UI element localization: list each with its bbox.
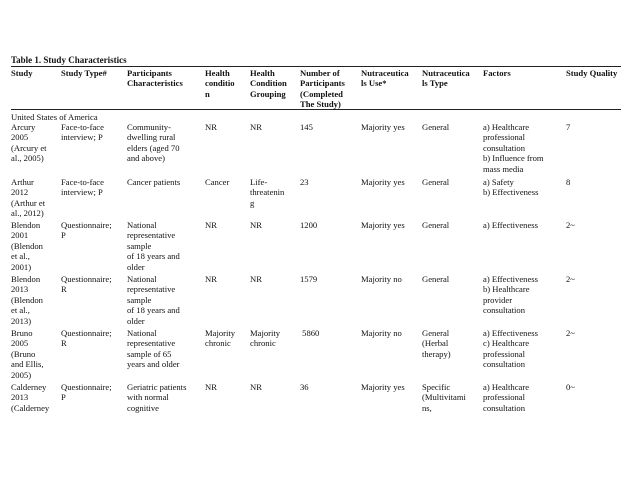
- cell-study: [11, 220, 43, 272]
- cell-health-condition: [205, 177, 229, 187]
- cell-line: Majority yes: [361, 122, 405, 132]
- cell-line: (Calderney: [11, 402, 50, 413]
- cell-line: General: [422, 122, 450, 132]
- cell-participants: [127, 220, 180, 272]
- cell-factors: [483, 220, 538, 230]
- cell-line: Face-to-face: [61, 177, 104, 187]
- cell-line: representative: [127, 230, 176, 241]
- cell-line: Life-: [250, 177, 268, 187]
- cell-quality: [566, 177, 570, 187]
- cell-line: a) Effectiveness: [483, 328, 538, 338]
- header-line: Study Type#: [61, 68, 107, 78]
- cell-line: professional: [483, 392, 526, 403]
- cell-line: years and older: [127, 359, 180, 370]
- cell-line: Majority yes: [361, 220, 405, 230]
- cell-line: older: [127, 261, 145, 272]
- cell-line: b) Influence from: [483, 153, 544, 164]
- header-line: Study: [11, 68, 33, 78]
- header-line: Factors: [483, 68, 511, 78]
- cell-health-grouping: [250, 328, 280, 349]
- header-factors: [483, 68, 511, 78]
- cell-quality: [566, 220, 575, 230]
- cell-study-type: [61, 220, 112, 241]
- cell-line: a) Healthcare: [483, 382, 530, 392]
- cell-line: 2~: [566, 274, 575, 284]
- cell-line: 2012: [11, 187, 29, 198]
- cell-line: 2001: [11, 230, 29, 241]
- cell-number: [300, 220, 317, 230]
- cell-line: 2005): [11, 369, 32, 380]
- header-line: ls Type: [422, 78, 448, 89]
- cell-nutra-type: [422, 328, 451, 359]
- cell-nutra-use: [361, 274, 402, 284]
- cell-line: General: [422, 274, 450, 284]
- cell-nutra-type: [422, 382, 466, 413]
- cell-factors: [483, 122, 544, 174]
- cell-study: [11, 274, 43, 326]
- cell-line: Majority yes: [361, 382, 405, 392]
- header-line: Condition: [250, 78, 287, 89]
- cell-line: mass media: [483, 163, 524, 174]
- cell-line: chronic: [205, 338, 231, 349]
- cell-line: provider: [483, 294, 513, 305]
- cell-health-condition: [205, 122, 217, 132]
- cell-nutra-use: [361, 382, 405, 392]
- cell-line: 2~: [566, 220, 575, 230]
- cell-line: P: [61, 392, 66, 403]
- cell-line: et al.,: [11, 251, 30, 262]
- cell-factors: [483, 382, 529, 413]
- cell-line: a) Effectiveness: [483, 274, 538, 284]
- cell-line: Majority: [250, 328, 281, 338]
- cell-nutra-type: [422, 122, 449, 132]
- cell-line: Arcury: [11, 122, 36, 132]
- cell-health-condition: [205, 382, 217, 392]
- cell-health-condition: [205, 220, 217, 230]
- cell-health-grouping: [250, 382, 262, 392]
- header-line: (Completed: [300, 88, 343, 99]
- cell-line: General: [422, 328, 450, 338]
- cell-line: 0~: [566, 382, 575, 392]
- cell-study: [11, 177, 45, 219]
- cell-line: and Ellis,: [11, 359, 44, 370]
- cell-line: 2~: [566, 328, 575, 338]
- cell-study: [11, 382, 49, 413]
- cell-line: (Multivitami: [422, 392, 466, 403]
- cell-participants: [127, 122, 180, 164]
- cell-line: Calderney: [11, 382, 47, 392]
- cell-line: g: [250, 197, 255, 208]
- cell-study-type: [61, 382, 112, 403]
- cell-line: 2001): [11, 261, 32, 272]
- cell-line: Majority no: [361, 274, 402, 284]
- header-health-grouping: [250, 68, 287, 99]
- cell-line: 8: [566, 177, 571, 187]
- cell-study: [11, 328, 43, 380]
- cell-line: National: [127, 328, 157, 338]
- cell-line: 2013: [11, 392, 29, 403]
- cell-line: consultation: [483, 359, 526, 370]
- cell-line: ns,: [422, 402, 432, 413]
- cell-number: [300, 328, 319, 338]
- cell-factors: [483, 328, 538, 370]
- cell-line: with normal: [127, 392, 169, 403]
- cell-line: (Bruno: [11, 348, 36, 359]
- cell-quality: [566, 122, 570, 132]
- cell-quality: [566, 328, 575, 338]
- cell-participants: [127, 382, 186, 413]
- header-nutra-use: [361, 68, 409, 89]
- cell-line: dwelling rural: [127, 132, 176, 143]
- cell-line: interview; P: [61, 132, 103, 143]
- cell-line: Cancer: [205, 177, 230, 187]
- header-line: Nutraceutica: [361, 68, 409, 78]
- header-line: Health: [250, 68, 275, 78]
- cell-line: et al.,: [11, 305, 30, 316]
- cell-quality: [566, 274, 575, 284]
- cell-line: Questionnaire;: [61, 274, 112, 284]
- cell-line: Questionnaire;: [61, 328, 112, 338]
- cell-line: Questionnaire;: [61, 220, 112, 230]
- cell-line: P: [61, 230, 66, 241]
- cell-line: al., 2012): [11, 208, 44, 219]
- cell-study: [11, 122, 47, 164]
- cell-line: (Arcury et: [11, 142, 47, 153]
- cell-nutra-type: [422, 177, 449, 187]
- cell-line: Bruno: [11, 328, 33, 338]
- cell-line: 23: [300, 177, 309, 187]
- table-top-rule: [11, 66, 621, 67]
- cell-study-type: [61, 328, 112, 349]
- cell-line: 2013: [11, 284, 29, 295]
- header-line: Number of: [300, 68, 340, 78]
- cell-line: (Blendon: [11, 240, 43, 251]
- cell-nutra-type: [422, 274, 449, 284]
- header-line: ls Use*: [361, 78, 387, 89]
- cell-line: 145: [300, 122, 313, 132]
- cell-line: consultation: [483, 305, 526, 316]
- cell-line: R: [61, 284, 67, 295]
- cell-line: General: [422, 177, 450, 187]
- cell-health-grouping: [250, 177, 284, 208]
- header-line: Participants: [300, 78, 345, 89]
- cell-line: therapy): [422, 348, 451, 359]
- cell-participants: [127, 177, 180, 187]
- cell-factors: [483, 177, 538, 198]
- cell-nutra-type: [422, 220, 449, 230]
- cell-number: [300, 177, 309, 187]
- cell-line: Majority yes: [361, 177, 405, 187]
- cell-nutra-use: [361, 328, 402, 338]
- cell-line: National: [127, 274, 157, 284]
- cell-line: c) Healthcare: [483, 338, 530, 349]
- cell-line: 2005: [11, 132, 29, 143]
- header-line: Health: [205, 68, 230, 78]
- cell-line: sample: [127, 240, 152, 251]
- cell-study-type: [61, 122, 104, 143]
- cell-study-type: [61, 177, 104, 198]
- cell-line: professional: [483, 348, 526, 359]
- header-line: n: [205, 88, 210, 99]
- cell-line: cognitive: [127, 402, 159, 413]
- cell-health-condition: [205, 328, 235, 349]
- cell-line: 2005: [11, 338, 29, 349]
- cell-line: NR: [250, 122, 262, 132]
- cell-line: NR: [250, 220, 262, 230]
- cell-line: NR: [205, 122, 217, 132]
- cell-line: (Blendon: [11, 294, 43, 305]
- cell-line: threatenin: [250, 187, 285, 198]
- cell-line: Specific: [422, 382, 451, 392]
- cell-health-grouping: [250, 274, 262, 284]
- cell-line: NR: [250, 382, 262, 392]
- header-participants: [127, 68, 183, 89]
- cell-line: 7: [566, 122, 571, 132]
- cell-line: General: [422, 220, 450, 230]
- cell-health-grouping: [250, 122, 262, 132]
- cell-line: (Herbal: [422, 338, 449, 349]
- cell-quality: [566, 382, 575, 392]
- cell-line: Blendon: [11, 220, 41, 230]
- cell-line: Cancer patients: [127, 177, 181, 187]
- header-line: Participants: [127, 68, 172, 78]
- cell-line: b) Healthcare: [483, 284, 530, 295]
- cell-line: Face-to-face: [61, 122, 104, 132]
- header-study-type: [61, 68, 107, 78]
- cell-line: National: [127, 220, 157, 230]
- cell-line: consultation: [483, 142, 526, 153]
- cell-participants: [127, 274, 180, 326]
- cell-line: sample of 65: [127, 348, 172, 359]
- cell-health-condition: [205, 274, 217, 284]
- cell-number: [300, 274, 317, 284]
- header-line: Study Quality: [566, 68, 618, 78]
- cell-line: NR: [205, 220, 217, 230]
- cell-line: and above): [127, 153, 165, 164]
- cell-number: [300, 382, 309, 392]
- cell-line: R: [61, 338, 67, 349]
- header-health-condition: [205, 68, 235, 99]
- cell-nutra-use: [361, 122, 405, 132]
- cell-line: elders (aged 70: [127, 142, 180, 153]
- cell-line: (Arthur et: [11, 197, 46, 208]
- cell-number: [300, 122, 313, 132]
- cell-line: Majority no: [361, 328, 402, 338]
- cell-nutra-use: [361, 220, 405, 230]
- region-label: United States of America: [11, 112, 98, 122]
- cell-line: professional: [483, 132, 526, 143]
- cell-line: of 18 years and: [127, 305, 180, 316]
- cell-line: Majority: [205, 328, 236, 338]
- cell-line: representative: [127, 338, 176, 349]
- header-line: Grouping: [250, 88, 286, 99]
- header-nutra-type: [422, 68, 470, 89]
- cell-line: consultation: [483, 402, 526, 413]
- cell-line: NR: [205, 382, 217, 392]
- cell-line: al., 2005): [11, 153, 44, 164]
- cell-line: 36: [300, 382, 309, 392]
- header-line: The Study): [300, 99, 341, 110]
- cell-line: NR: [250, 274, 262, 284]
- header-quality: [566, 68, 617, 78]
- cell-line: representative: [127, 284, 176, 295]
- cell-line: Blendon: [11, 274, 41, 284]
- header-number: [300, 68, 345, 110]
- cell-line: 1579: [300, 274, 318, 284]
- cell-line: Arthur: [11, 177, 34, 187]
- header-line: Nutraceutica: [422, 68, 470, 78]
- header-line: conditio: [205, 78, 235, 89]
- cell-line: a) Effectiveness: [483, 220, 538, 230]
- cell-line: Community-: [127, 122, 171, 132]
- cell-participants: [127, 328, 180, 370]
- cell-line: chronic: [250, 338, 276, 349]
- cell-line: 1200: [300, 220, 318, 230]
- cell-line: older: [127, 315, 145, 326]
- cell-line: b) Effectiveness: [483, 187, 539, 198]
- cell-factors: [483, 274, 538, 316]
- header-study: [11, 68, 33, 78]
- cell-line: a) Healthcare: [483, 122, 530, 132]
- cell-line: 2013): [11, 315, 32, 326]
- cell-line: Questionnaire;: [61, 382, 112, 392]
- cell-line: of 18 years and: [127, 251, 180, 262]
- cell-nutra-use: [361, 177, 405, 187]
- cell-line: sample: [127, 294, 152, 305]
- cell-line: Geriatric patients: [127, 382, 187, 392]
- cell-health-grouping: [250, 220, 262, 230]
- table-title: Table 1. Study Characteristics: [11, 55, 127, 65]
- cell-line: a) Safety: [483, 177, 514, 187]
- cell-line: NR: [205, 274, 217, 284]
- cell-study-type: [61, 274, 112, 295]
- cell-line: 5860: [300, 328, 320, 338]
- header-line: Characteristics: [127, 78, 183, 89]
- cell-line: interview; P: [61, 187, 103, 198]
